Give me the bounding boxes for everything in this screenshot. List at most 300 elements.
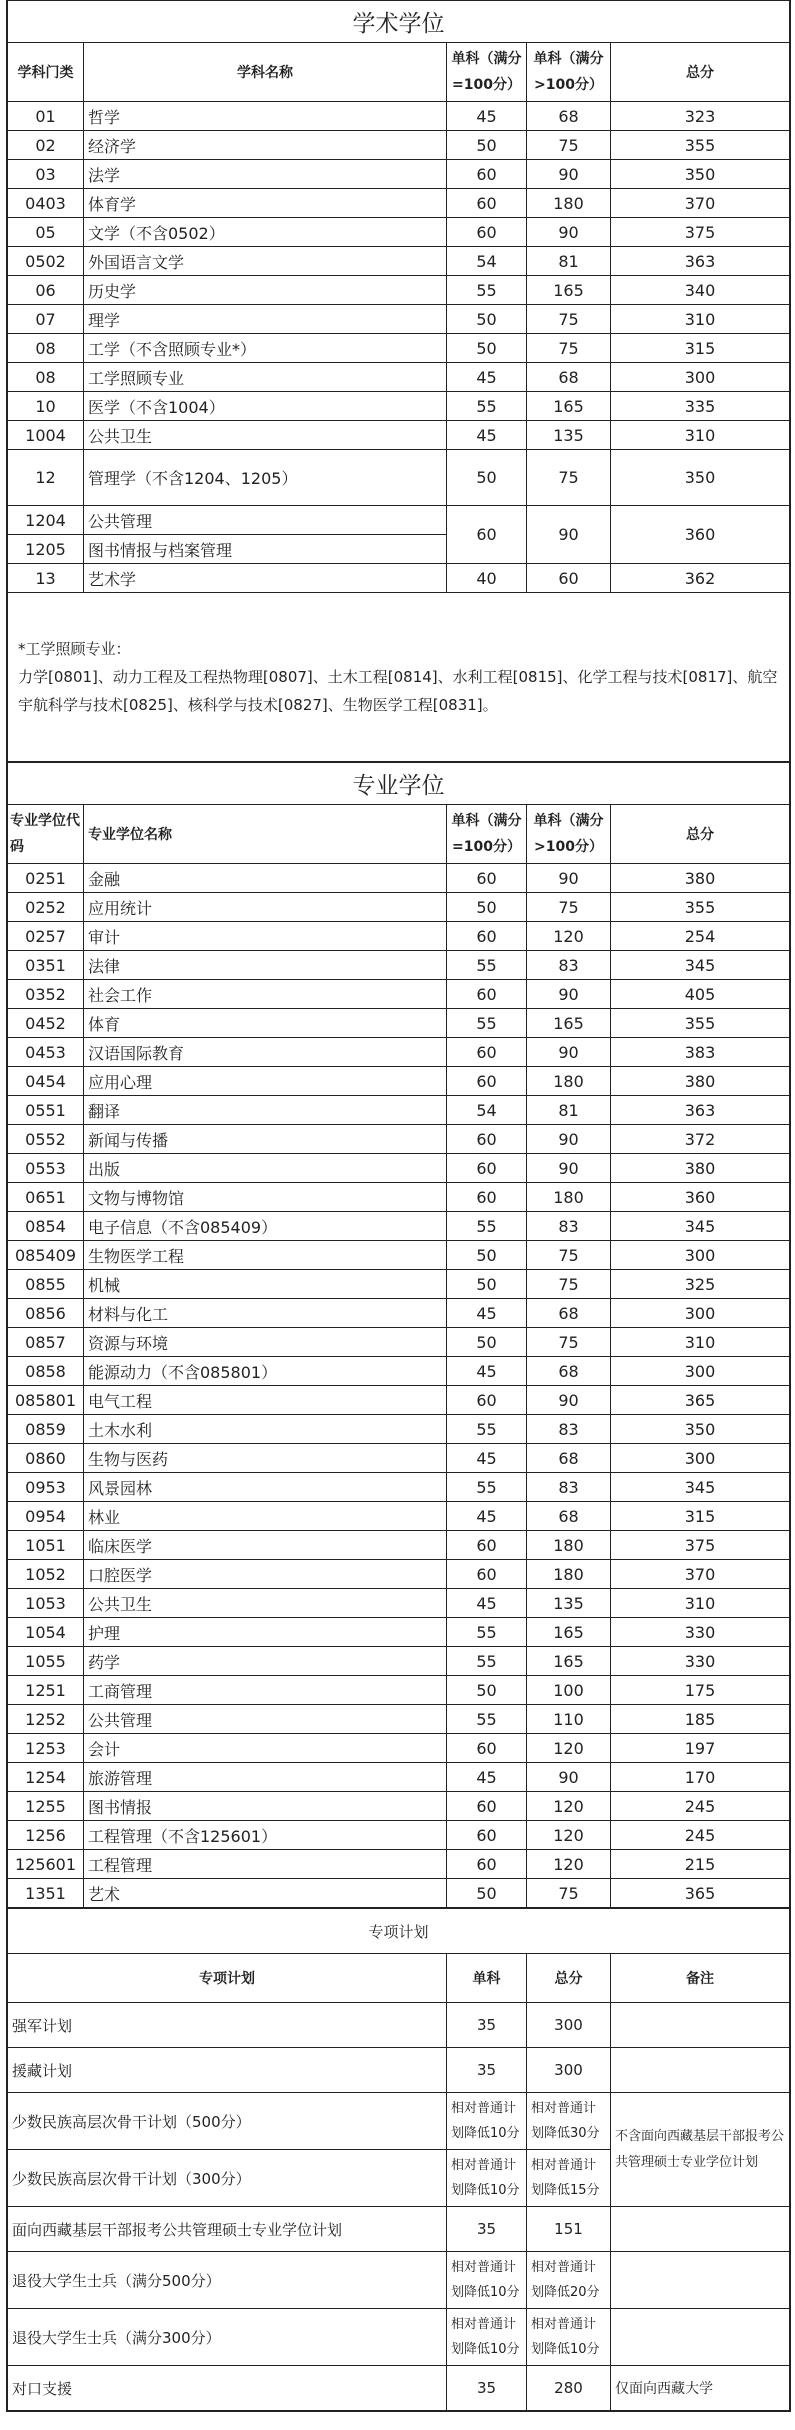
cell-single-b: 75 (527, 334, 611, 363)
cell-single-b: 120 (527, 1850, 611, 1879)
cell-single: 55 (447, 1415, 527, 1444)
cell-single-b: 83 (527, 951, 611, 980)
cell-single: 60 (447, 1821, 527, 1850)
cell-name: 体育学 (84, 189, 447, 218)
cell-code: 0453 (8, 1038, 84, 1067)
cell-code: 1253 (8, 1734, 84, 1763)
cell-code: 0352 (8, 980, 84, 1009)
cell-name: 外国语言文学 (84, 247, 447, 276)
header-total: 总分 (527, 1954, 611, 2003)
cell-code: 1256 (8, 1821, 84, 1850)
cell-code: 0858 (8, 1357, 84, 1386)
cell-name: 公共卫生 (84, 1589, 447, 1618)
cell-code: 0857 (8, 1328, 84, 1357)
cell-single: 60 (447, 922, 527, 951)
cell-total: 197 (611, 1734, 790, 1763)
table-row (8, 1299, 790, 1328)
cell-total: 280 (527, 2366, 611, 2411)
cell-single-b: 90 (527, 980, 611, 1009)
cell-single-b: 83 (527, 1415, 611, 1444)
table-row (8, 1763, 790, 1792)
cell-total: 325 (611, 1270, 790, 1299)
cell-single: 60 (447, 1067, 527, 1096)
cell-name: 公共卫生 (84, 421, 447, 450)
table-row (8, 2366, 790, 2411)
cell-single: 相对普通计划降低10分 (447, 2150, 527, 2207)
cell-name: 公共管理 (84, 1705, 447, 1734)
cell-code: 0502 (8, 247, 84, 276)
cell-plan: 退役大学生士兵（满分500分） (8, 2252, 447, 2309)
cell-single: 60 (447, 1183, 527, 1212)
header-total: 总分 (611, 43, 790, 102)
cell-single-b: 165 (527, 1009, 611, 1038)
cell-single-b: 120 (527, 1821, 611, 1850)
cell-single-b: 90 (527, 1763, 611, 1792)
cell-name: 资源与环境 (84, 1328, 447, 1357)
cell-single: 55 (447, 1618, 527, 1647)
cell-name: 艺术学 (84, 564, 447, 593)
cell-name: 经济学 (84, 131, 447, 160)
cell-code: 13 (8, 564, 84, 593)
cell-name: 社会工作 (84, 980, 447, 1009)
cell-single: 45 (447, 1589, 527, 1618)
table-row (8, 1618, 790, 1647)
cell-total: 355 (611, 131, 790, 160)
cell-total: 254 (611, 922, 790, 951)
cell-single: 50 (447, 1328, 527, 1357)
table-row (8, 1589, 790, 1618)
cell-single: 50 (447, 131, 527, 160)
cell-code: 1255 (8, 1792, 84, 1821)
cell-code: 0651 (8, 1183, 84, 1212)
cell-total: 370 (611, 1560, 790, 1589)
table-row (8, 2207, 790, 2252)
cell-single-b: 90 (527, 864, 611, 893)
cell-total: 355 (611, 893, 790, 922)
cell-total: 相对普通计划降低15分 (527, 2150, 611, 2207)
cell-code: 03 (8, 160, 84, 189)
table-row (8, 1531, 790, 1560)
cell-single: 60 (447, 189, 527, 218)
cell-single: 45 (447, 102, 527, 131)
cell-remark: 仅面向西藏大学 (611, 2366, 790, 2411)
cell-code: 125601 (8, 1850, 84, 1879)
cell-name: 护理 (84, 1618, 447, 1647)
table-row (8, 1792, 790, 1821)
cell-name: 土木水利 (84, 1415, 447, 1444)
cell-single-b: 180 (527, 1560, 611, 1589)
cell-name: 管理学（不含1204、1205） (84, 450, 447, 506)
cell-total: 300 (611, 363, 790, 392)
cell-name: 出版 (84, 1154, 447, 1183)
cell-code: 0855 (8, 1270, 84, 1299)
cell-single-b: 75 (527, 1879, 611, 1908)
cell-single-b: 135 (527, 421, 611, 450)
cell-remark (611, 2309, 790, 2366)
cell-single-b: 68 (527, 363, 611, 392)
header-single-b: 单科（满分>100分） (527, 43, 611, 102)
cell-single-b: 75 (527, 893, 611, 922)
special-title: 专项计划 (8, 1909, 790, 1954)
cell-single-b: 120 (527, 1734, 611, 1763)
table-row (8, 102, 790, 131)
table-row (8, 1879, 790, 1908)
cell-name: 审计 (84, 922, 447, 951)
cell-single: 45 (447, 1357, 527, 1386)
table-row (8, 276, 790, 305)
cell-total: 355 (611, 1009, 790, 1038)
cell-code: 0551 (8, 1096, 84, 1125)
cell-single: 55 (447, 1473, 527, 1502)
header-code: 专业学位代码 (8, 805, 84, 864)
cell-plan: 少数民族高层次骨干计划（500分） (8, 2093, 447, 2150)
table-row (8, 1850, 790, 1879)
professional-title: 专业学位 (8, 763, 790, 805)
cell-single: 60 (447, 1531, 527, 1560)
note-body: 力学[0801]、动力工程及工程热物理[0807]、土木工程[0814]、水利工程[0815]、化学工程与技术[0817]、航空宇航科学与技术[0825]、核科学与技术[0827]、生物医学工程[0831]。 (18, 668, 778, 714)
cell-total: 310 (611, 1328, 790, 1357)
cell-name: 旅游管理 (84, 1763, 447, 1792)
cell-single-b: 90 (527, 1154, 611, 1183)
cell-total: 300 (611, 1299, 790, 1328)
cell-single: 50 (447, 334, 527, 363)
table-row (8, 363, 790, 392)
cell-single: 55 (447, 1705, 527, 1734)
table-row (8, 1067, 790, 1096)
table-row (8, 2048, 790, 2093)
cell-name: 金融 (84, 864, 447, 893)
cell-code: 1351 (8, 1879, 84, 1908)
cell-total: 360 (611, 1183, 790, 1212)
cell-single: 相对普通计划降低10分 (447, 2093, 527, 2150)
cell-name: 机械 (84, 1270, 447, 1299)
cell-remark (611, 2207, 790, 2252)
cell-name: 法学 (84, 160, 447, 189)
table-row (8, 189, 790, 218)
cell-single: 60 (447, 506, 527, 564)
cell-single: 60 (447, 160, 527, 189)
cell-single: 45 (447, 1299, 527, 1328)
cell-total: 相对普通计划降低20分 (527, 2252, 611, 2309)
cell-single-b: 81 (527, 1096, 611, 1125)
table-row (8, 1473, 790, 1502)
table-row (8, 1444, 790, 1473)
cell-total: 340 (611, 276, 790, 305)
cell-name: 新闻与传播 (84, 1125, 447, 1154)
cell-code: 0859 (8, 1415, 84, 1444)
cell-code: 10 (8, 392, 84, 421)
cell-single-b: 68 (527, 102, 611, 131)
cell-total: 315 (611, 334, 790, 363)
cell-total: 365 (611, 1879, 790, 1908)
cell-name: 能源动力（不含085801） (84, 1357, 447, 1386)
table-row (8, 131, 790, 160)
header-single: 单科（满分=100分） (447, 805, 527, 864)
cell-code: 02 (8, 131, 84, 160)
professional-table (7, 762, 790, 1908)
cell-single-b: 75 (527, 1270, 611, 1299)
table-row (8, 334, 790, 363)
cell-single: 相对普通计划降低10分 (447, 2252, 527, 2309)
cell-single-b: 75 (527, 450, 611, 506)
cell-total: 245 (611, 1821, 790, 1850)
cell-single-b: 81 (527, 247, 611, 276)
cell-code: 0251 (8, 864, 84, 893)
cell-single: 35 (447, 2207, 527, 2252)
cell-name: 工学（不含照顾专业*） (84, 334, 447, 363)
cell-name: 会计 (84, 1734, 447, 1763)
cell-single: 60 (447, 1560, 527, 1589)
cell-code: 05 (8, 218, 84, 247)
cell-code: 1205 (8, 535, 84, 564)
cell-single: 60 (447, 1038, 527, 1067)
cell-total: 175 (611, 1676, 790, 1705)
cell-name: 电子信息（不含085409） (84, 1212, 447, 1241)
table-row (8, 864, 790, 893)
cell-code: 0257 (8, 922, 84, 951)
cell-name: 工学照顾专业 (84, 363, 447, 392)
cell-single-b: 120 (527, 1792, 611, 1821)
cell-plan: 面向西藏基层干部报考公共管理硕士专业学位计划 (8, 2207, 447, 2252)
cell-single-b: 120 (527, 922, 611, 951)
cell-name: 电气工程 (84, 1386, 447, 1415)
table-row (8, 922, 790, 951)
cell-total: 相对普通计划降低30分 (527, 2093, 611, 2150)
cell-code: 0553 (8, 1154, 84, 1183)
cell-code: 1254 (8, 1763, 84, 1792)
cell-single-b: 90 (527, 218, 611, 247)
cell-name: 公共管理 (84, 506, 447, 535)
header-single: 单科（满分=100分） (447, 43, 527, 102)
cell-code: 12 (8, 450, 84, 506)
cell-total: 345 (611, 1473, 790, 1502)
table-row (8, 506, 790, 535)
cell-name: 工商管理 (84, 1676, 447, 1705)
cell-single: 60 (447, 864, 527, 893)
cell-single-b: 100 (527, 1676, 611, 1705)
cell-single: 60 (447, 1125, 527, 1154)
table-row (8, 1705, 790, 1734)
cell-total: 370 (611, 189, 790, 218)
cell-single: 55 (447, 951, 527, 980)
table-row (8, 2093, 790, 2150)
cell-total: 300 (611, 1357, 790, 1386)
cell-single: 55 (447, 276, 527, 305)
table-row (8, 2309, 790, 2366)
cell-total: 380 (611, 1154, 790, 1183)
cell-code: 0854 (8, 1212, 84, 1241)
cell-single-b: 90 (527, 1038, 611, 1067)
cell-name: 法律 (84, 951, 447, 980)
table-row (8, 1821, 790, 1850)
cell-single: 35 (447, 2003, 527, 2048)
cell-name: 文物与博物馆 (84, 1183, 447, 1212)
cell-single-b: 180 (527, 1531, 611, 1560)
cell-total: 345 (611, 951, 790, 980)
cell-code: 06 (8, 276, 84, 305)
special-table (7, 1908, 790, 2411)
cell-total: 350 (611, 1415, 790, 1444)
cell-plan: 援藏计划 (8, 2048, 447, 2093)
cell-total: 300 (527, 2048, 611, 2093)
cell-remark: 不含面向西藏基层干部报考公共管理硕士专业学位计划 (611, 2093, 790, 2207)
cell-single: 50 (447, 305, 527, 334)
cell-total: 245 (611, 1792, 790, 1821)
cell-total: 300 (611, 1241, 790, 1270)
cell-total: 151 (527, 2207, 611, 2252)
note-cell (8, 593, 790, 762)
cell-single-b: 165 (527, 276, 611, 305)
cell-single: 45 (447, 421, 527, 450)
table-row (8, 1328, 790, 1357)
cell-total: 375 (611, 218, 790, 247)
cell-single-b: 165 (527, 1647, 611, 1676)
cell-name: 工程管理 (84, 1850, 447, 1879)
cell-total: 365 (611, 1386, 790, 1415)
cell-name: 艺术 (84, 1879, 447, 1908)
cell-code: 01 (8, 102, 84, 131)
cell-single-b: 135 (527, 1589, 611, 1618)
cell-single-b: 60 (527, 564, 611, 593)
cell-single: 60 (447, 1850, 527, 1879)
cell-name: 应用心理 (84, 1067, 447, 1096)
cell-total: 380 (611, 864, 790, 893)
table-row (8, 305, 790, 334)
cell-single-b: 180 (527, 1067, 611, 1096)
table-row (8, 421, 790, 450)
cell-single-b: 165 (527, 392, 611, 421)
cell-code: 1251 (8, 1676, 84, 1705)
table-row (8, 951, 790, 980)
cell-total: 310 (611, 305, 790, 334)
cell-name: 应用统计 (84, 893, 447, 922)
cell-single: 60 (447, 1386, 527, 1415)
cell-code: 0452 (8, 1009, 84, 1038)
cell-single-b: 68 (527, 1502, 611, 1531)
cell-name: 生物医学工程 (84, 1241, 447, 1270)
cell-single: 45 (447, 1763, 527, 1792)
cell-single-b: 90 (527, 160, 611, 189)
cell-total: 363 (611, 247, 790, 276)
cell-single-b: 83 (527, 1473, 611, 1502)
table-row (8, 392, 790, 421)
cell-single: 45 (447, 363, 527, 392)
cell-total: 375 (611, 1531, 790, 1560)
cell-name: 汉语国际教育 (84, 1038, 447, 1067)
cell-code: 0454 (8, 1067, 84, 1096)
table-row (8, 218, 790, 247)
cell-total: 363 (611, 1096, 790, 1125)
table-row (8, 980, 790, 1009)
cell-single: 54 (447, 247, 527, 276)
cell-single: 50 (447, 450, 527, 506)
table-row (8, 1647, 790, 1676)
table-row (8, 1212, 790, 1241)
cell-code: 1054 (8, 1618, 84, 1647)
table-row (8, 450, 790, 506)
cell-code: 1004 (8, 421, 84, 450)
cell-code: 085801 (8, 1386, 84, 1415)
cell-name: 工程管理（不含125601） (84, 1821, 447, 1850)
cell-single-b: 180 (527, 1183, 611, 1212)
cell-single-b: 90 (527, 1125, 611, 1154)
cell-name: 生物与医药 (84, 1444, 447, 1473)
cell-total: 323 (611, 102, 790, 131)
cell-single: 60 (447, 218, 527, 247)
cell-total: 300 (527, 2003, 611, 2048)
cell-name: 图书情报与档案管理 (84, 535, 447, 564)
cell-single: 60 (447, 1792, 527, 1821)
header-single-b: 单科（满分>100分） (527, 805, 611, 864)
cell-name: 哲学 (84, 102, 447, 131)
cell-code: 1055 (8, 1647, 84, 1676)
cell-name: 林业 (84, 1502, 447, 1531)
cell-plan: 退役大学生士兵（满分300分） (8, 2309, 447, 2366)
cell-single-b: 68 (527, 1444, 611, 1473)
note-title: *工学照顾专业： (18, 640, 131, 658)
cell-single: 50 (447, 1879, 527, 1908)
table-row (8, 564, 790, 593)
cell-total: 330 (611, 1618, 790, 1647)
cell-total: 362 (611, 564, 790, 593)
cell-code: 1053 (8, 1589, 84, 1618)
table-row (8, 1270, 790, 1299)
academic-title: 学术学位 (8, 1, 790, 43)
cell-plan: 强军计划 (8, 2003, 447, 2048)
cell-total: 350 (611, 160, 790, 189)
cell-single: 55 (447, 392, 527, 421)
cell-single: 45 (447, 1444, 527, 1473)
cell-single: 50 (447, 1241, 527, 1270)
cell-plan: 对口支援 (8, 2366, 447, 2411)
table-row (8, 2003, 790, 2048)
cell-code: 0856 (8, 1299, 84, 1328)
table-row (8, 1560, 790, 1589)
header-plan: 专项计划 (8, 1954, 447, 2003)
cell-single: 60 (447, 980, 527, 1009)
header-code: 学科门类 (8, 43, 84, 102)
cell-single-b: 165 (527, 1618, 611, 1647)
table-row (8, 1154, 790, 1183)
cell-single: 60 (447, 1734, 527, 1763)
cell-single: 35 (447, 2048, 527, 2093)
table-row (8, 1386, 790, 1415)
cell-single-b: 75 (527, 1328, 611, 1357)
cell-remark (611, 2252, 790, 2309)
table-row (8, 1125, 790, 1154)
table-row (8, 1502, 790, 1531)
header-remark: 备注 (611, 1954, 790, 2003)
cell-code: 1204 (8, 506, 84, 535)
cell-total: 相对普通计划降低10分 (527, 2309, 611, 2366)
cell-single: 55 (447, 1009, 527, 1038)
cell-single-b: 75 (527, 1241, 611, 1270)
table-row (8, 247, 790, 276)
cell-single-b: 110 (527, 1705, 611, 1734)
cell-total: 315 (611, 1502, 790, 1531)
table-row (8, 1009, 790, 1038)
cell-single: 35 (447, 2366, 527, 2411)
cell-total: 360 (611, 506, 790, 564)
cell-total: 310 (611, 421, 790, 450)
cell-single: 50 (447, 1270, 527, 1299)
cell-single: 45 (447, 1502, 527, 1531)
cell-code: 07 (8, 305, 84, 334)
cell-total: 335 (611, 392, 790, 421)
cell-single: 相对普通计划降低10分 (447, 2309, 527, 2366)
cell-plan: 少数民族高层次骨干计划（300分） (8, 2150, 447, 2207)
cell-single: 55 (447, 1647, 527, 1676)
